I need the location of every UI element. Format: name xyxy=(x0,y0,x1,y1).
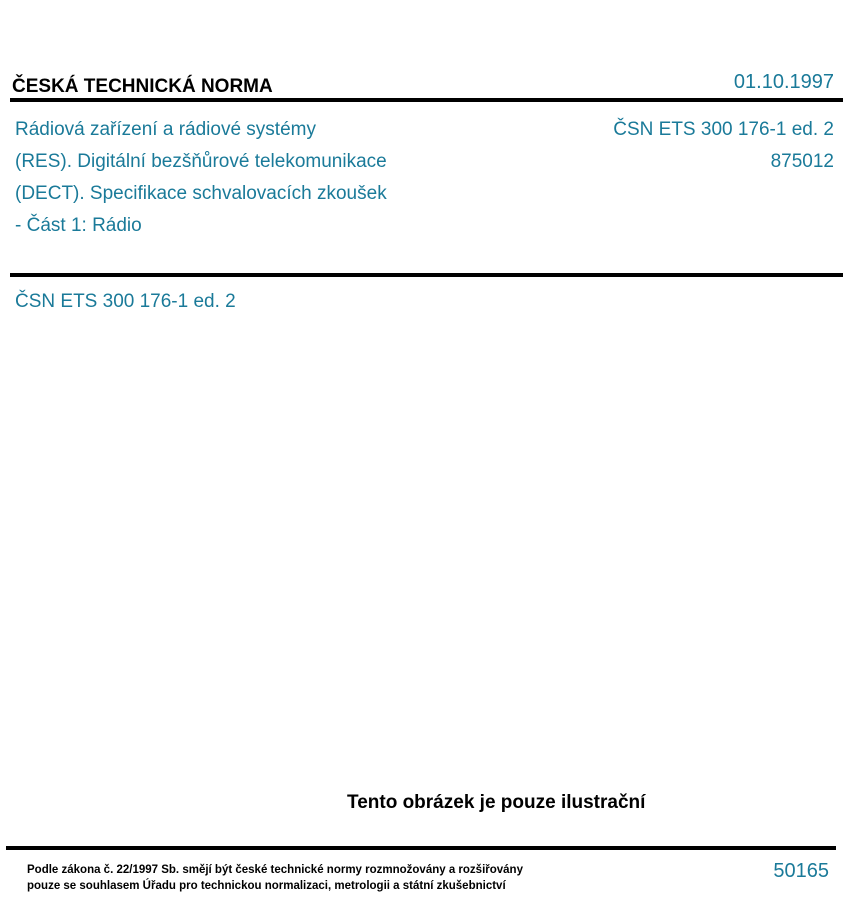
document-code: 50165 xyxy=(773,860,829,882)
standard-codes xyxy=(613,114,834,178)
title-line: (RES). Digitální bezšňůrové telekomunikace xyxy=(15,151,387,172)
legal-line: pouze se souhlasem Úřadu pro technickou normalizaci, metrologii a státní zkušebnictví xyxy=(27,880,506,892)
title-line: - Část 1: Rádio xyxy=(15,215,142,236)
footer-divider xyxy=(6,846,836,850)
standard-designation: ČSN ETS 300 176-1 ed. 2 xyxy=(15,291,236,312)
legal-line: Podle zákona č. 22/1997 Sb. smějí být české technické normy rozmnožovány a rozšiřovány xyxy=(27,864,523,876)
title-line: (DECT). Specifikace schvalovacích zkoušek xyxy=(15,183,387,204)
norm-title: ČESKÁ TECHNICKÁ NORMA xyxy=(12,76,273,97)
title-line: Rádiová zařízení a rádiové systémy xyxy=(15,119,316,140)
legal-notice xyxy=(27,862,523,894)
header-divider xyxy=(10,98,843,102)
issue-date: 01.10.1997 xyxy=(733,71,834,93)
title-divider xyxy=(10,273,843,277)
classification-code: 875012 xyxy=(770,151,834,172)
standard-number: ČSN ETS 300 176-1 ed. 2 xyxy=(613,119,834,140)
standard-title xyxy=(15,114,387,242)
illustration-notice: Tento obrázek je pouze ilustrační xyxy=(347,792,646,813)
